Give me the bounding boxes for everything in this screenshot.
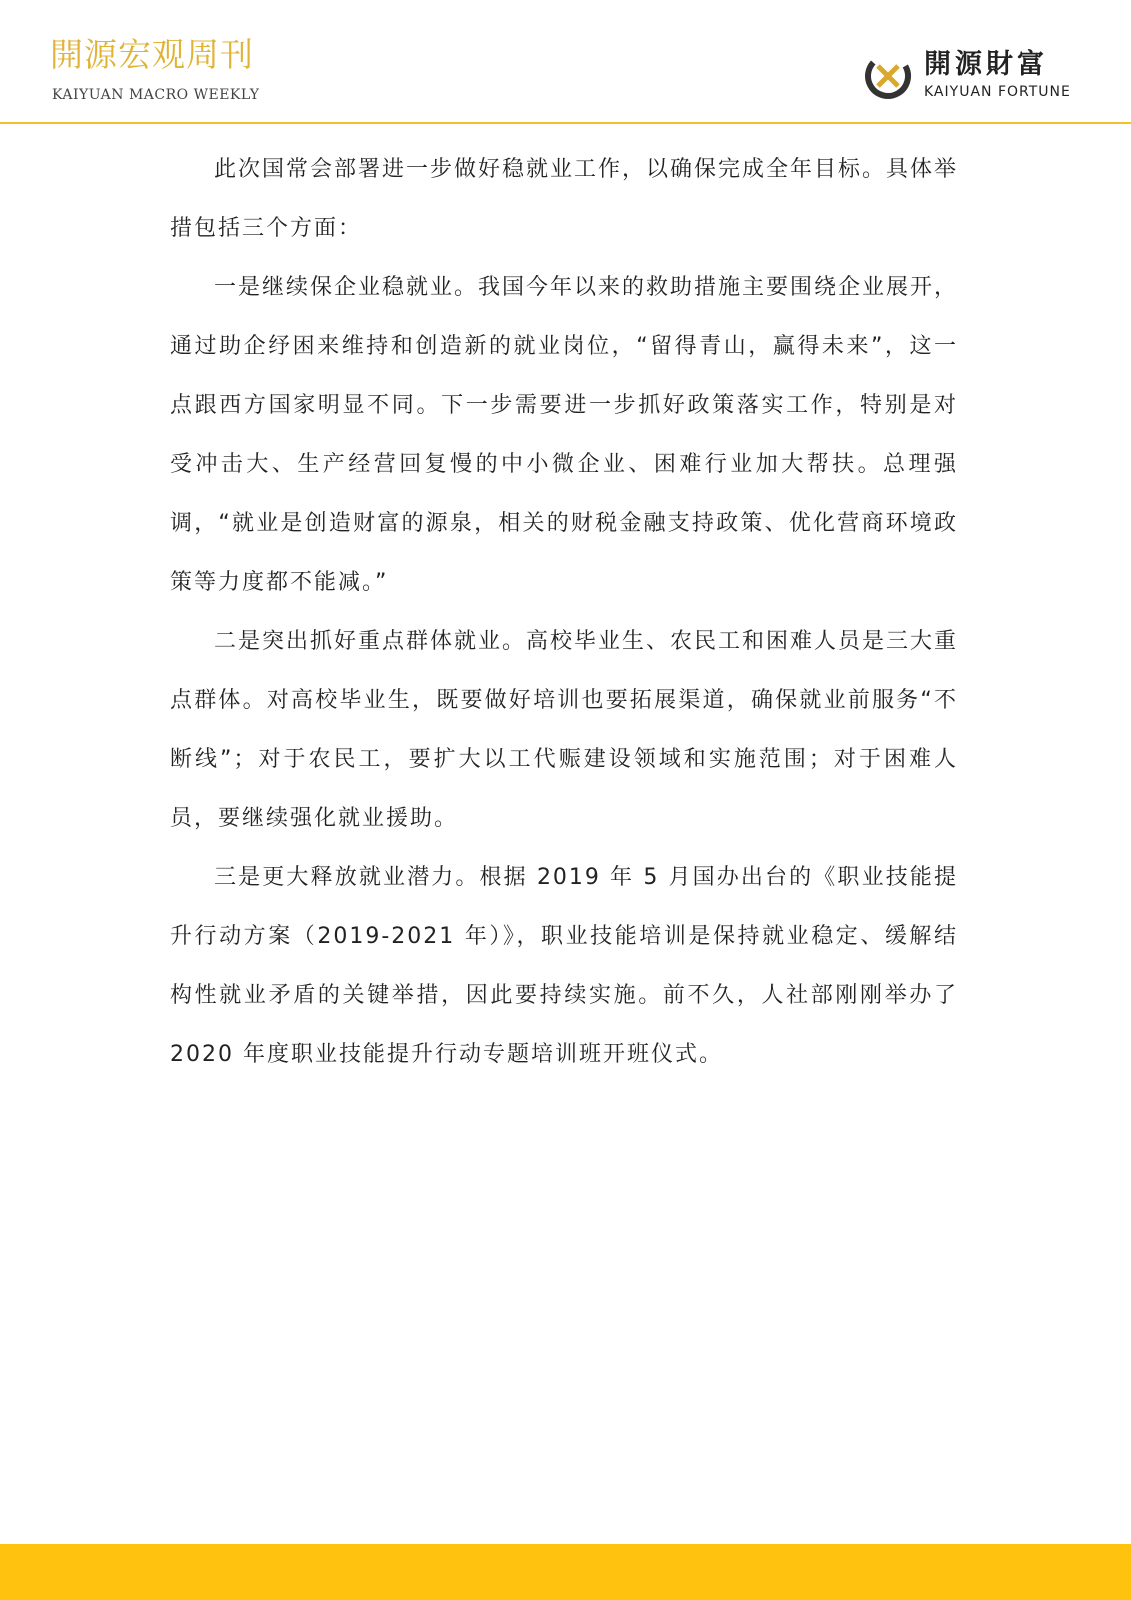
article-body [170,140,958,1084]
company-logo [864,48,1084,106]
paragraph-measure-1: 一是继续保企业稳就业。我国今年以来的救助措施主要围绕企业展开，通过助企纾困来维持和创造新的就业岗位，“留得青山，赢得未来”，这一点跟西方国家明显不同。下一步需要进一步抓好政策落实工作，特别是对受冲击大、生产经营回复慢的中小微企业、困难行业加大帮扶。总理强调，“就业是创造财富的源泉，相关的财税金融支持政策、优化营商环境政策等力度都不能减。” [170,275,959,595]
paragraph-measure-3: 三是更大释放就业潜力。根据 2019 年 5 月国办出台的《职业技能提升行动方案（2019-2021 年）》，职业技能培训是保持就业稳定、缓解结构性就业矛盾的关键举措，因此要持续实施。前不久，人社部刚刚举办了 2020 年度职业技能提升行动专题培训班开班仪式。 [170,865,958,1067]
page-header [0,0,1131,125]
publication-subtitle: KAIYUAN MACRO WEEKLY [52,87,260,103]
header-divider [0,122,1131,124]
paragraph-intro: 此次国常会部署进一步做好稳就业工作，以确保完成全年目标。具体举措包括三个方面： [170,157,959,241]
paragraph-measure-2: 二是突出抓好重点群体就业。高校毕业生、农民工和困难人员是三大重点群体。对高校毕业生，既要做好培训也要拓展渠道，确保就业前服务“不断线”；对于农民工，要扩大以工代赈建设领域和实施范围；对于困难人员，要继续强化就业援助。 [170,629,959,831]
kaiyuan-logo-icon [864,52,912,100]
publication-title: 開源宏观周刊 [50,35,254,74]
logo-name-cn: 開源財富 [924,49,1048,80]
footer-bar [0,1544,1131,1600]
logo-name-en: KAIYUAN FORTUNE [924,84,1071,100]
